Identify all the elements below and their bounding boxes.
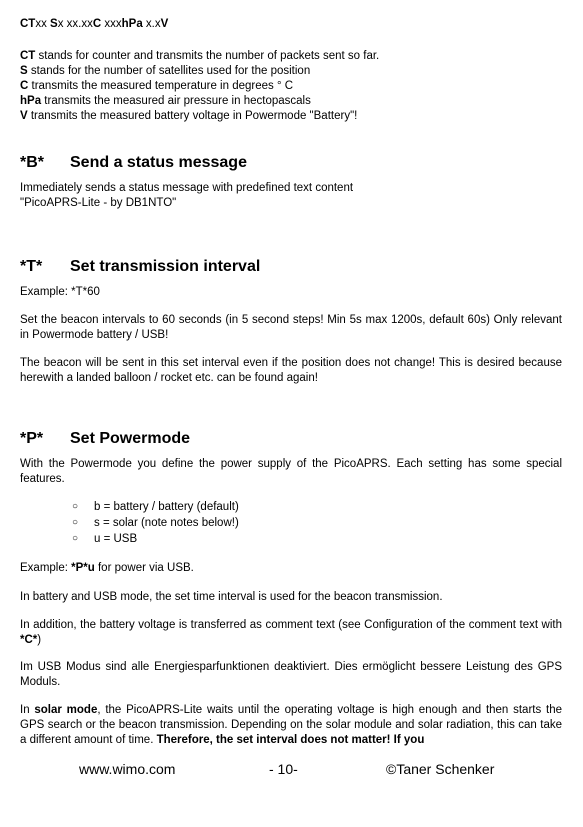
section-t-example: Example: *T*60	[20, 286, 100, 298]
section-t-para2: The beacon will be sent in this set interval even if the position does not change! This is desired because herewith a landed balloon / rocket etc. can be found again!	[20, 357, 562, 384]
format-c: C	[92, 18, 102, 30]
definition-item: C transmits the measured temperature in degrees ° C	[20, 80, 294, 92]
section-b-line2: "PicoAPRS-Lite - by DB1NTO"	[20, 197, 177, 209]
section-p-voltage-para: In addition, the battery voltage is transferred as comment text (see Configuration of the comment text with *C*)	[20, 619, 562, 646]
section-t-tag: *T*	[20, 258, 43, 275]
section-p-example: Example: *P*u for power via USB.	[20, 562, 194, 574]
format-hpa: hPa	[121, 18, 143, 30]
format-line	[20, 17, 562, 32]
format-ct: CT	[20, 18, 36, 30]
format-xv: x.x	[142, 18, 161, 30]
section-p-title: Set Powermode	[70, 430, 191, 447]
section-t-para1: Set the beacon intervals to 60 seconds (in 5 second steps! Min 5s max 1200s, default 60s) Only relevant in Powermode battery / USB!	[20, 314, 562, 341]
list-item: ○ b = battery / battery (default)	[72, 501, 239, 513]
format-xx: xx	[35, 18, 51, 30]
section-t-heading	[20, 257, 260, 277]
powermode-options	[20, 499, 239, 547]
footer-website: www.wimo.com	[79, 761, 176, 777]
definition-item: V transmits the measured battery voltage in Powermode "Battery"!	[20, 110, 358, 122]
section-p-heading	[20, 429, 190, 449]
format-v: V	[160, 18, 169, 30]
definition-item: hPa transmits the measured air pressure in hectopascals	[20, 95, 311, 107]
section-b-body	[20, 181, 562, 211]
circle-bullet-icon: ○	[72, 501, 79, 512]
definition-list	[20, 49, 562, 124]
footer-author: ©Taner Schenker	[386, 761, 495, 777]
section-p-solar-para: In solar mode, the PicoAPRS-Lite waits until the operating voltage is high enough and then starts the GPS search or the beacon transmission. Depending on the solar module and solar radiation, this can take a different amount of time. Therefore, the set interval does not matter! If you	[20, 704, 563, 746]
circle-bullet-icon: ○	[72, 517, 79, 528]
section-p-usb-para: Im USB Modus sind alle Energiesparfunktionen deaktiviert. Dies ermöglicht bessere Leistung des GPS Moduls.	[20, 661, 562, 688]
section-b-line1: Immediately sends a status message with predefined text content	[20, 182, 354, 194]
format-xxx: xxx	[101, 18, 122, 30]
section-t-title: Set transmission interval	[70, 258, 261, 275]
section-p-mode-para: In battery and USB mode, the set time interval is used for the beacon transmission.	[20, 591, 443, 603]
list-item: ○ s = solar (note notes below!)	[72, 517, 239, 529]
section-p-intro: With the Powermode you define the power supply of the PicoAPRS. Each setting has some special features.	[20, 458, 562, 485]
section-b-tag: *B*	[20, 154, 45, 171]
list-item: ○ u = USB	[72, 533, 138, 545]
circle-bullet-icon: ○	[72, 533, 79, 544]
section-p-tag: *P*	[20, 430, 44, 447]
footer-page-number: - 10-	[269, 761, 298, 777]
section-b-heading	[20, 153, 247, 173]
definition-item: S stands for the number of satellites used for the position	[20, 65, 311, 77]
format-sx: x xx.xx	[57, 18, 93, 30]
definition-item: CT stands for counter and transmits the number of packets sent so far.	[20, 50, 380, 62]
section-b-title: Send a status message	[70, 154, 247, 171]
format-s: S	[50, 18, 58, 30]
